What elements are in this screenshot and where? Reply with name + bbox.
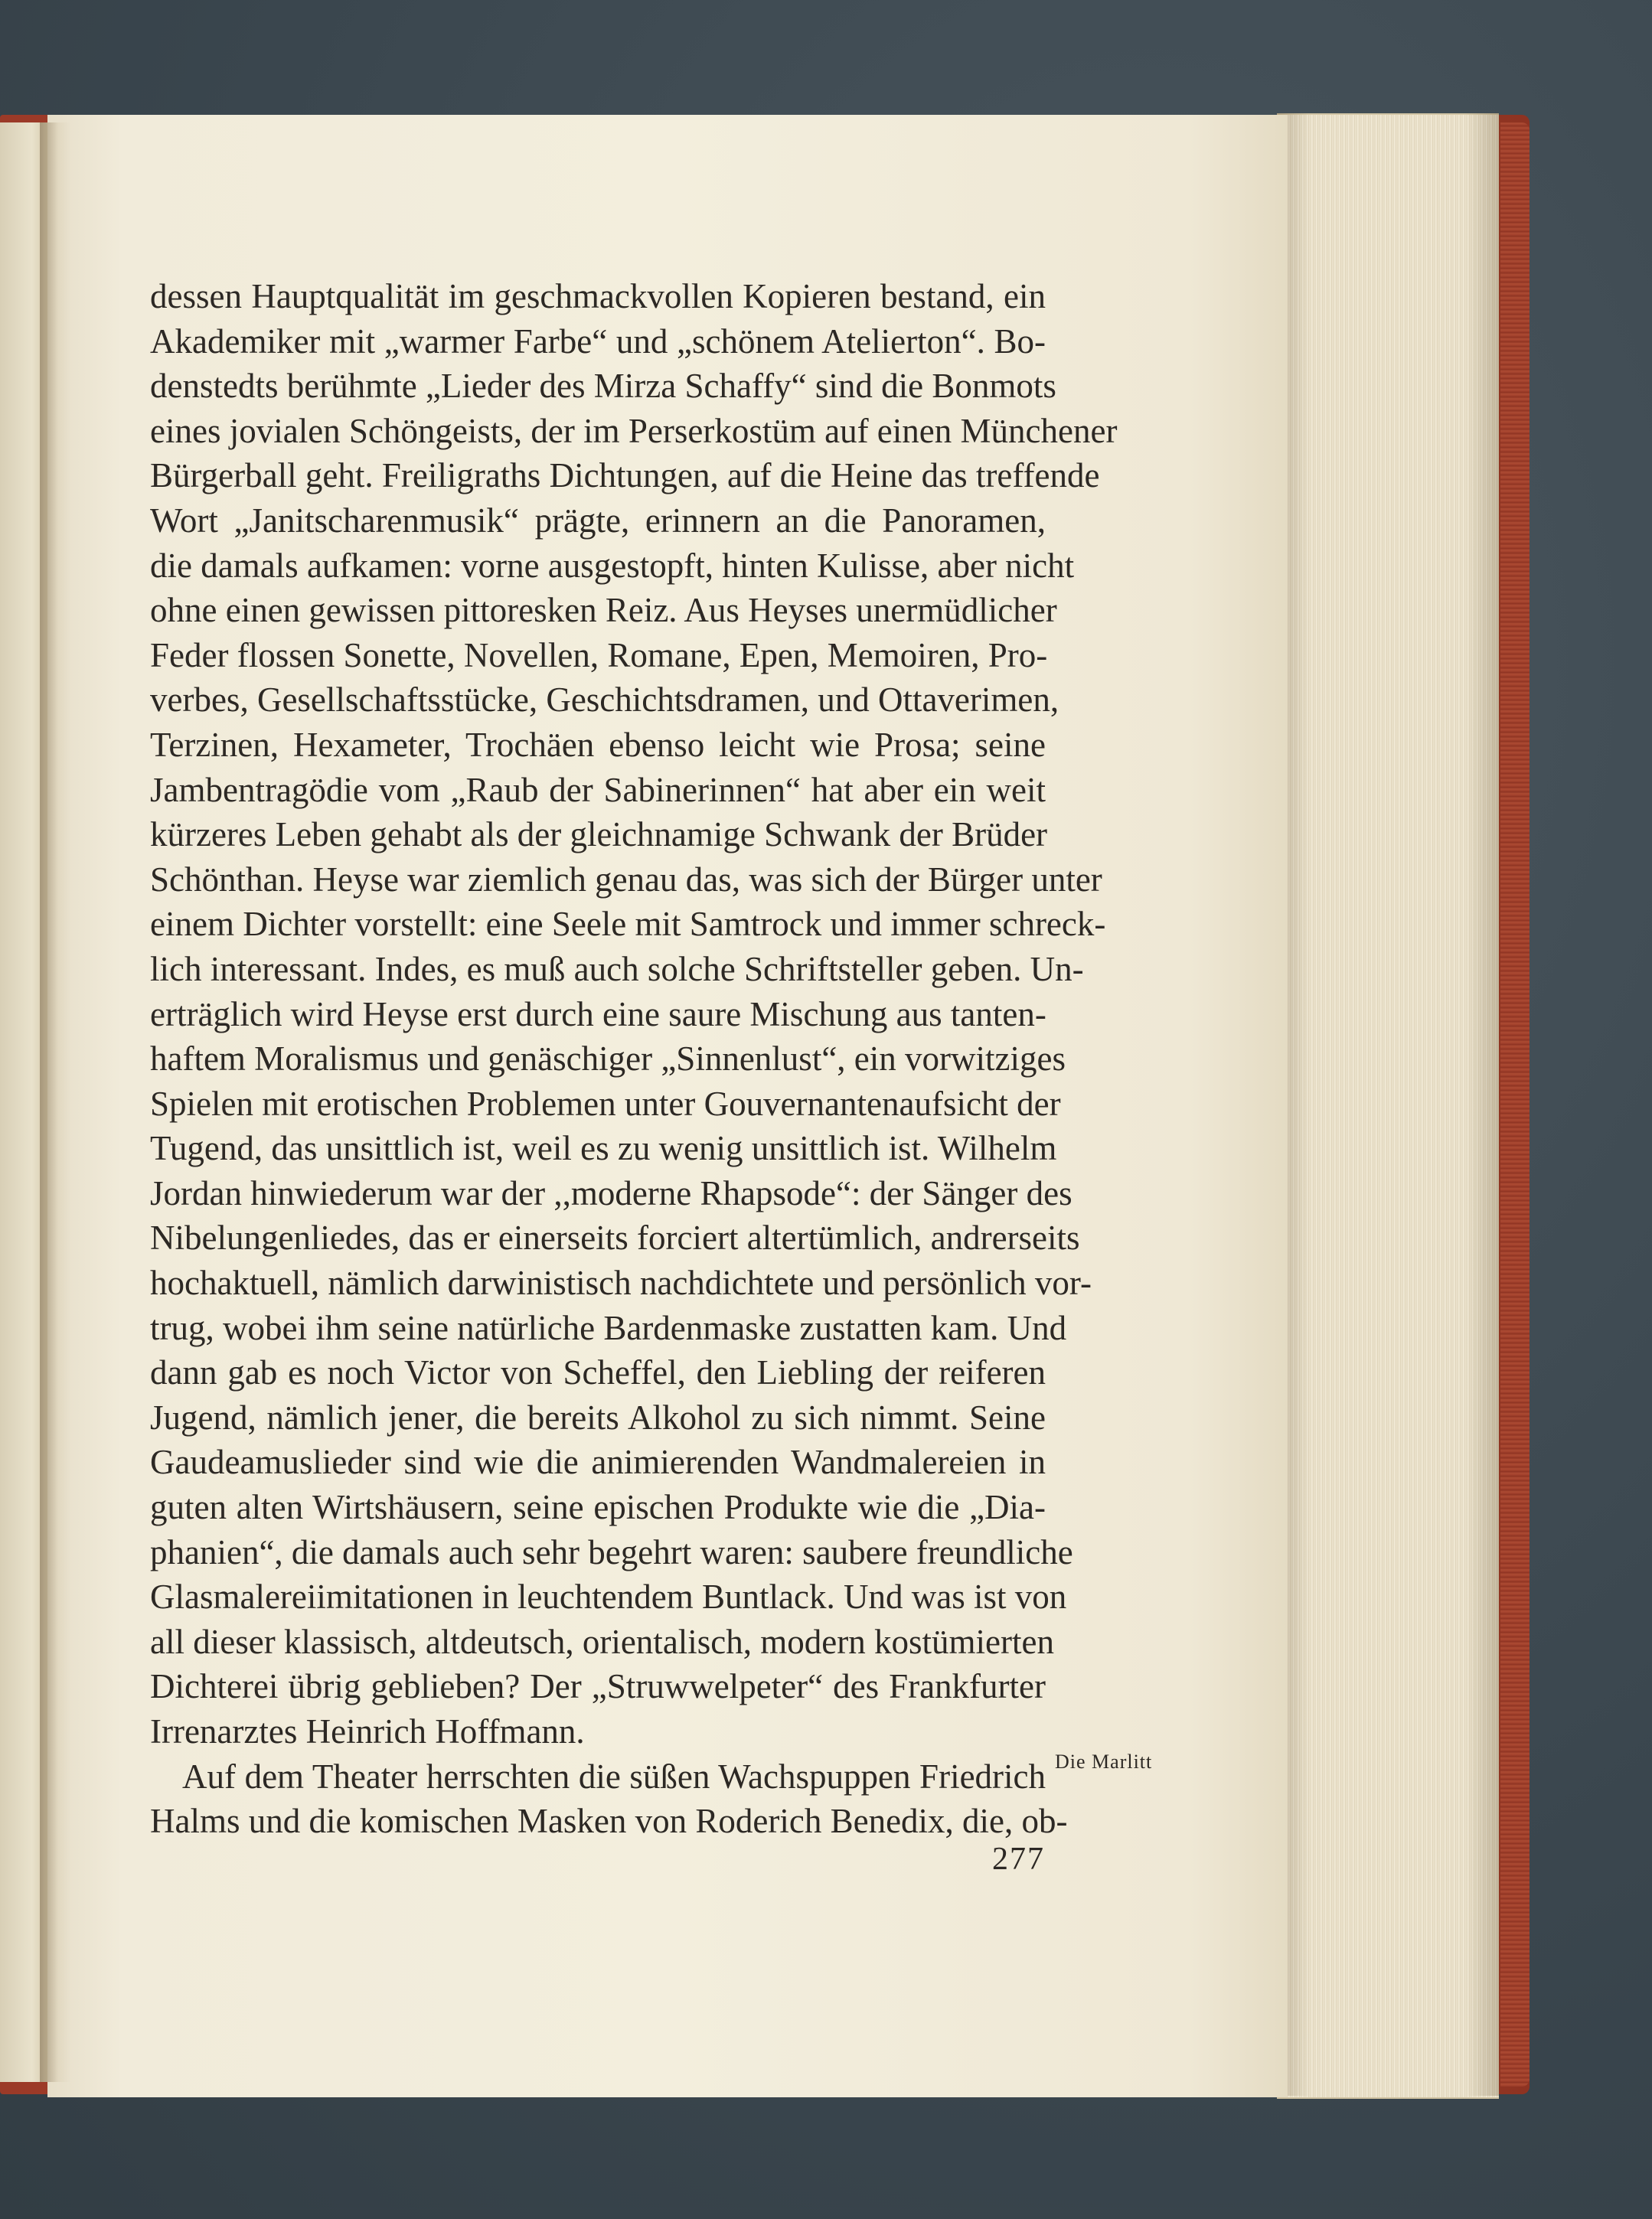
text-line: Glasmalereiimitationen in leuchtendem Buntlack. Und was ist von xyxy=(150,1578,1067,1617)
page-block-shade xyxy=(1277,113,1499,2096)
text-line: phanien“, die damals auch sehr begehrt waren: saubere freundliche xyxy=(150,1532,1073,1571)
page-gutter xyxy=(40,122,70,2082)
text-line: guten alten Wirtshäusern, seine epischen Produkte wie die „Dia- xyxy=(150,1488,1046,1527)
margin-note: Die Marlitt xyxy=(1055,1751,1153,1773)
text-line: trug, wobei ihm seine natürliche Bardenmaske zustatten kam. Und xyxy=(150,1308,1067,1347)
text-line: Tugend, das unsittlich ist, weil es zu wenig unsittlich ist. Wilhelm xyxy=(150,1129,1057,1168)
text-line: Spielen mit erotischen Problemen unter Gouvernantenaufsicht der xyxy=(150,1084,1061,1123)
text-line: Jugend, nämlich jener, die bereits Alkohol zu sich nimmt. Seine xyxy=(150,1398,1046,1437)
text-line: dessen Hauptqualität im geschmackvollen Kopieren bestand, ein xyxy=(150,277,1046,315)
text-line: Halms und die komischen Masken von Roderich Benedix, die, ob- xyxy=(150,1802,1068,1841)
text-line: all dieser klassisch, altdeutsch, orientalisch, modern kostümierten xyxy=(150,1622,1054,1661)
text-line: Dichterei übrig geblieben? Der „Struwwelpeter“ des Frankfurter xyxy=(150,1667,1046,1706)
text-line: Wort „Janitscharenmusik“ prägte, erinnern an die Panoramen, xyxy=(150,501,1046,540)
text-line: verbes, Gesellschaftsstücke, Geschichtsdramen, und Ottaverimen, xyxy=(150,680,1059,720)
text-line: Nibelungenliedes, das er einerseits forciert altertümlich, andrerseits xyxy=(150,1219,1080,1258)
text-line: Schönthan. Heyse war ziemlich genau das, was sich der Bürger unter xyxy=(150,860,1102,899)
text-line: Akademiker mit „warmer Farbe“ und „schönem Atelierton“. Bo- xyxy=(150,321,1046,361)
text-line: Jambentragödie vom „Raub der Sabinerinnen“ hat aber ein weit xyxy=(150,770,1046,809)
text-line: Irrenarztes Heinrich Hoffmann. xyxy=(150,1712,585,1751)
text-line: Gaudeamuslieder sind wie die animierenden Wandmalereien in xyxy=(150,1443,1046,1482)
text-line: Jordan hinwiederum war der ,,moderne Rhapsode“: der Sänger des xyxy=(150,1173,1072,1212)
text-line: haftem Moralismus und genäschiger „Sinnenlust“, ein vorwitziges xyxy=(150,1039,1066,1078)
page-number: 277 xyxy=(992,1842,1045,1877)
book-cover-edge xyxy=(1500,122,1530,2087)
text-line: eines jovialen Schöngeists, der im Perserkostüm auf einen Münchener xyxy=(150,411,1118,450)
text-line: Bürgerball geht. Freiligraths Dichtungen, auf die Heine das treffende xyxy=(150,456,1100,495)
text-line: einem Dichter vorstellt: eine Seele mit Samtrock und immer schreck- xyxy=(150,905,1106,944)
text-line: Auf dem Theater herrschten die süßen Wachspuppen Friedrich xyxy=(182,1757,1046,1796)
text-line: erträglich wird Heyse erst durch eine saure Mischung aus tanten- xyxy=(150,994,1046,1033)
text-line: kürzeres Leben gehabt als der gleichnamige Schwank der Brüder xyxy=(150,815,1048,854)
text-line: Feder flossen Sonette, Novellen, Romane, Epen, Memoiren, Pro- xyxy=(150,635,1048,674)
text-line: Terzinen, Hexameter, Trochäen ebenso leicht wie Prosa; seine xyxy=(150,725,1046,764)
text-line: lich interessant. Indes, es muß auch solche Schriftsteller geben. Un- xyxy=(150,949,1084,988)
text-line: denstedts berühmte „Lieder des Mirza Schaffy“ sind die Bonmots xyxy=(150,367,1056,406)
text-line: ohne einen gewissen pittoresken Reiz. Aus Heyses unermüdlicher xyxy=(150,591,1057,630)
text-line: hochaktuell, nämlich darwinistisch nachdichtete und persönlich vor- xyxy=(150,1264,1092,1303)
text-line: dann gab es noch Victor von Scheffel, den Liebling der reiferen xyxy=(150,1353,1046,1392)
text-line: die damals aufkamen: vorne ausgestopft, hinten Kulisse, aber nicht xyxy=(150,546,1075,585)
